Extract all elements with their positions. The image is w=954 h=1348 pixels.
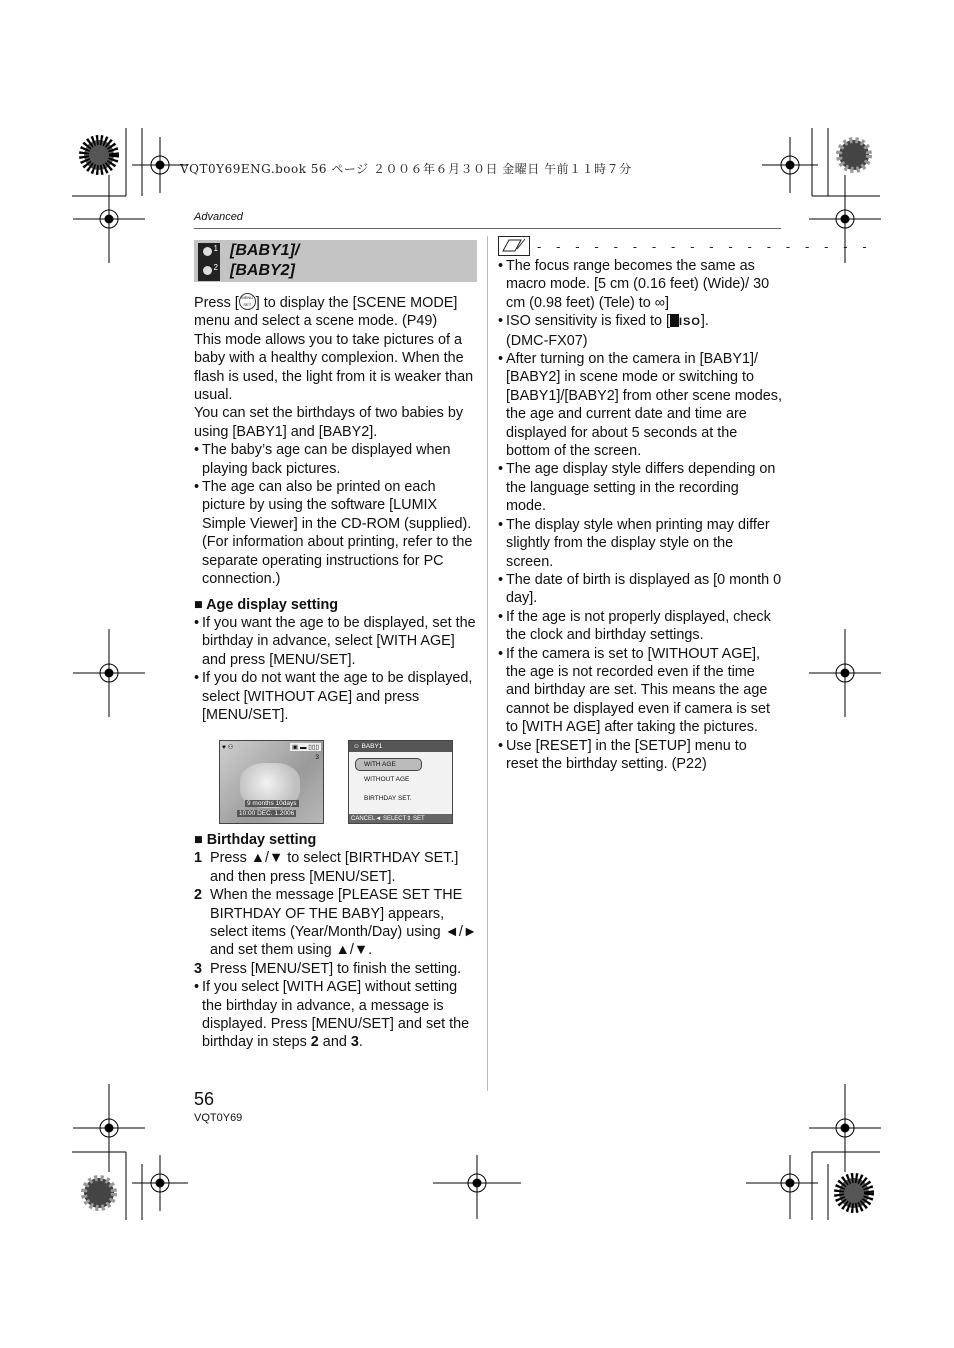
option-with-age: WITH AGE bbox=[364, 761, 396, 768]
file-info-line: VQT0Y69ENG.book 56 ページ ２００６年６月３０日 金曜日 午前１１時７分 bbox=[180, 162, 632, 176]
iso-icon bbox=[670, 314, 679, 327]
note-divider: - - - - - - - - - - - - - - - - - - bbox=[537, 239, 873, 254]
status-icons: ▣ ▬ ▯▯▯ bbox=[292, 744, 319, 751]
age-overlay: 9 months 10days bbox=[247, 800, 297, 807]
right-column-notes bbox=[498, 257, 782, 773]
list-item: • The display style when printing may differ slightly from the display style on the screen. bbox=[498, 516, 782, 571]
list-item: • If you want the age to be displayed, set the birthday in advance, select [WITH AGE] and press [MENU/SET]. bbox=[194, 614, 478, 669]
section-label: Advanced bbox=[194, 211, 243, 223]
page-number: 56 bbox=[194, 1089, 215, 1109]
step-item: 1 Press ▲/▼ to select [BIRTHDAY SET.] and then press [MENU/SET]. bbox=[194, 850, 459, 885]
header-rule bbox=[194, 228, 781, 229]
playback-screen-illustration bbox=[219, 740, 324, 824]
list-item: • If the camera is set to [WITHOUT AGE], the age is not recorded even if the time and birthday are set. This means the age cannot be displayed even if camera is set to [WITH AGE] after taking the pictures. bbox=[498, 645, 782, 737]
step-item: 2 When the message [PLEASE SET THE BIRTHDAY OF THE BABY] appears, select items (Year/Month/Day) using ◄/► and set them using ▲/▼. bbox=[194, 887, 478, 959]
list-item: • If the age is not properly displayed, check the clock and birthday settings. bbox=[498, 608, 782, 645]
list-item: • If you do not want the age to be displayed, select [WITHOUT AGE] and press [MENU/SET]. bbox=[194, 669, 478, 724]
list-item: • ISO sensitivity is fixed to [ ISO]. (DMC-FX07) bbox=[498, 312, 782, 350]
column-divider bbox=[487, 236, 488, 1091]
list-item: • The baby’s age can be displayed when playing back pictures. bbox=[194, 441, 478, 478]
baby2-scene-icon: 2 bbox=[198, 262, 220, 281]
option-without-age: WITHOUT AGE bbox=[364, 776, 410, 783]
baby1-scene-icon: 1 bbox=[198, 243, 220, 262]
note-icon bbox=[498, 236, 530, 256]
left-column-top bbox=[194, 293, 478, 724]
list-item: • If you select [WITH AGE] without setting the birthday in advance, a message is displayed. Press [MENU/SET] and set the birthday in steps 2 and 3. bbox=[194, 978, 478, 1052]
description-paragraph: This mode allows you to take pictures of a baby with a healthy complexion. When the flash is used, the light from it is weaker than usual. bbox=[194, 331, 474, 404]
picture-count: 3 bbox=[315, 754, 319, 761]
step-item: 3 Press [MENU/SET] to finish the setting. bbox=[194, 960, 462, 977]
birthdays-paragraph: You can set the birthdays of two babies by using [BABY1] and [BABY2]. bbox=[194, 405, 464, 440]
menu-set-button-icon: MENU SET bbox=[239, 293, 256, 310]
list-item: • The date of birth is displayed as [0 month 0 day]. bbox=[498, 571, 782, 608]
birthday-setting-heading: ■ Birthday setting bbox=[194, 832, 317, 848]
list-item: • The focus range becomes the same as macro mode. [5 cm (0.16 feet) (Wide)/ 30 cm (0.98 feet) (Tele) to ∞] bbox=[498, 257, 782, 312]
list-item: • After turning on the camera in [BABY1]/ [BABY2] in scene mode or switching to [BABY1]/[BABY2] from other scene modes, the age and current date and time are displayed for about 5 seconds at the bottom of the screen. bbox=[498, 350, 782, 460]
intro-paragraph: Press [ MENU SET ] to display the [SCENE MODE] menu and select a scene mode. (P49) bbox=[194, 295, 458, 330]
menu-footer: CANCEL◄ SELECT⇕ SET bbox=[351, 816, 425, 822]
menu-title: ☺ BABY1 bbox=[353, 743, 383, 750]
baby-menu-screen-illustration bbox=[348, 740, 453, 824]
scene-indicator-icon: ♥ ⚇ bbox=[222, 744, 234, 751]
list-item: • The age can also be printed on each picture by using the software [LUMIX Simple Viewer] in the CD-ROM (supplied). (For information about printing, refer to the separate operating instructions for PC connection.) bbox=[194, 478, 478, 588]
document-code: VQT0Y69 bbox=[194, 1112, 243, 1124]
list-item: • Use [RESET] in the [SETUP] menu to reset the birthday setting. (P22) bbox=[498, 737, 782, 774]
age-display-heading: ■ Age display setting bbox=[194, 596, 339, 613]
date-overlay: 10:00 DEC. 1.2006 bbox=[239, 810, 295, 817]
option-birthday-set: BIRTHDAY SET. bbox=[364, 795, 412, 802]
left-column-bottom bbox=[194, 831, 478, 1052]
list-item: • The age display style differs depending on the language setting in the recording mode. bbox=[498, 460, 782, 515]
page-title: [BABY1]/ [BABY2] bbox=[230, 242, 300, 279]
